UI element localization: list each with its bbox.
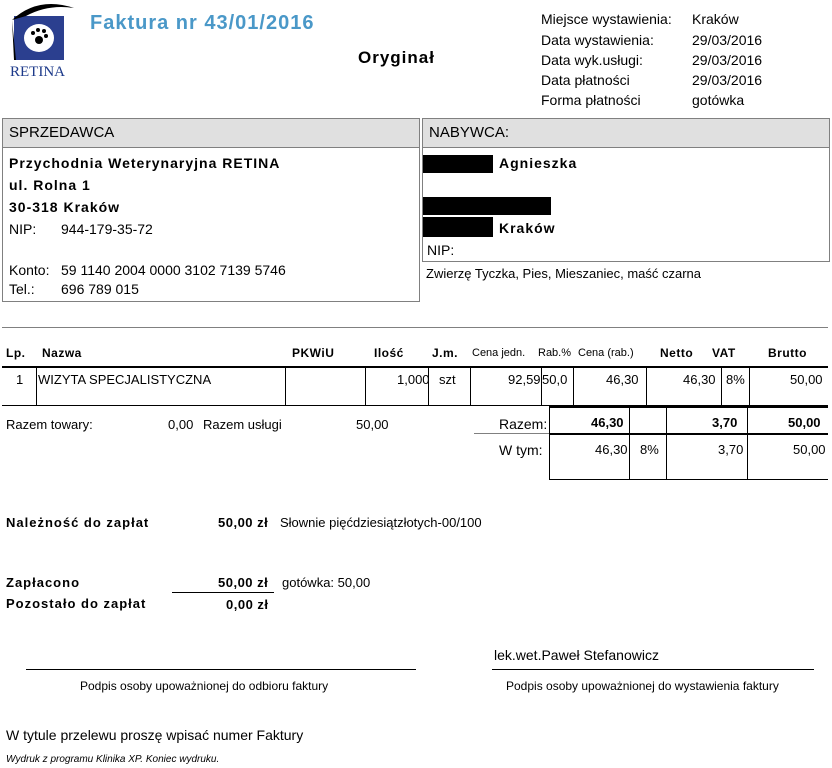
row-divider [721,368,722,405]
redacted-postcode [423,217,493,237]
incl-gross: 50,00 [793,442,826,457]
seller-phone-label: Tel.: [9,281,35,297]
cell-unit: szt [439,372,456,387]
issuer-caption: Podpis osoby upoważnionej do wystawienia faktury [506,679,779,693]
col-discount: Rab.% [538,347,572,359]
issuer-name: lek.wet.Paweł Stefanowicz [494,647,659,663]
sum-mid [549,433,828,435]
sum-gross: 50,00 [788,415,821,430]
sum-net: 46,30 [591,415,624,430]
sum-divider [629,406,630,480]
col-net: Netto [660,346,694,360]
cell-name: WIZYTA SPECJALISTYCZNA [38,372,212,387]
services-total-value: 50,00 [356,417,389,432]
col-unit-price: Cena jedn. [472,347,526,359]
col-name: Nazwa [42,346,82,360]
sum-top [549,406,828,408]
goods-total-label: Razem towary: [6,417,93,432]
original-label: Oryginał [358,48,435,67]
logo-text: RETINA [10,64,65,80]
seller-city: 30-318 Kraków [9,199,121,215]
buyer-nip-label: NIP: [427,242,455,258]
incl-net: 46,30 [595,442,628,457]
sum-divider [549,406,550,480]
redacted-surname [423,155,493,173]
col-qty: Ilość [374,346,404,360]
seller-nip: 944-179-35-72 [61,221,153,237]
seller-box [2,118,420,302]
animal-note: Zwierzę Tyczka, Pies, Mieszaniec, maść czarna [426,266,702,281]
cell-discount: 50,0 [542,372,568,387]
sum-divider [747,406,748,480]
buyer-city: Kraków [499,220,556,236]
col-pkwiu: PKWiU [292,346,335,360]
col-unit: J.m. [432,346,459,360]
receiver-caption: Podpis osoby upoważnionej do odbioru faktury [80,679,329,693]
meta-label: Data wyk.usługi: [541,52,643,68]
amount-due-value: 50,00 zł [218,515,269,530]
col-gross: Brutto [768,346,807,360]
row-divider [36,368,37,405]
remaining-label: Pozostało do zapłat [6,596,147,611]
seller-nip-label: NIP: [9,221,37,237]
meta-label: Data wystawienia: [541,32,654,48]
buyer-box [422,118,830,262]
col-vat: VAT [712,346,736,360]
cell-lp: 1 [16,372,24,387]
col-lp: Lp. [6,346,26,360]
invoice-title: Faktura nr 43/01/2016 [90,12,315,34]
row-divider [749,368,750,405]
buyer-first-name: Agnieszka [499,155,578,171]
printout-note: Wydruk z programu Klinika XP. Koniec wydruku. [6,754,220,765]
buyer-heading: NABYWCA: [423,119,829,148]
cell-gross: 50,00 [790,372,823,387]
row-divider [646,368,647,405]
sum-label: Razem: [499,416,548,432]
meta-label: Data płatności [541,72,630,88]
amount-due-label: Należność do zapłat [6,515,150,530]
meta-value: 29/03/2016 [692,72,763,88]
amount-in-words: Słownie pięćdziesiątzłotych-00/100 [280,515,482,530]
incl-vat: 3,70 [718,442,744,457]
cell-qty: 1,000 [397,372,430,387]
issuer-signature-line [492,669,814,670]
seller-phone: 696 789 015 [61,281,139,297]
receiver-signature-line [26,669,416,670]
row-divider [573,368,574,405]
cell-unit-price: 92,59 [508,372,541,387]
meta-value: Kraków [692,11,739,27]
seller-heading: SPRZEDAWCA [3,119,419,148]
cell-net: 46,30 [683,372,716,387]
goods-total-value: 0,00 [168,417,194,432]
table-header-border [2,366,828,368]
meta-value: 29/03/2016 [692,32,763,48]
seller-street: ul. Rolna 1 [9,177,91,193]
paid-underline [172,592,274,593]
col-price-disc: Cena (rab.) [578,347,634,359]
row-divider [470,368,471,405]
table-top-border [2,327,828,328]
row-divider [365,368,366,405]
paid-value: 50,00 zł [218,575,269,590]
seller-name: Przychodnia Weterynaryjna RETINA [9,155,281,171]
row-divider [285,368,286,405]
sum-vat: 3,70 [712,415,738,430]
remaining-value: 0,00 zł [226,597,269,612]
incl-label: W tym: [499,442,543,458]
services-total-label: Razem usługi [203,417,282,432]
paid-label: Zapłacono [6,575,81,590]
meta-value: gotówka [692,92,745,108]
sum-bottom [549,479,828,480]
seller-account: 59 1140 2004 0000 3102 7139 5746 [61,262,286,278]
cell-price-disc: 46,30 [606,372,639,387]
seller-account-label: Konto: [9,262,50,278]
clinic-logo [8,2,80,82]
incl-rate: 8% [640,442,659,457]
meta-value: 29/03/2016 [692,52,763,68]
cell-vat: 8% [726,372,745,387]
meta-label: Forma płatności [541,92,641,108]
paid-method: gotówka: 50,00 [282,575,371,590]
meta-label: Miejsce wystawienia: [541,11,672,27]
sum-divider [666,406,667,480]
transfer-note: W tytule przelewu proszę wpisać numer Faktury [6,727,304,743]
redacted-address [423,197,551,215]
